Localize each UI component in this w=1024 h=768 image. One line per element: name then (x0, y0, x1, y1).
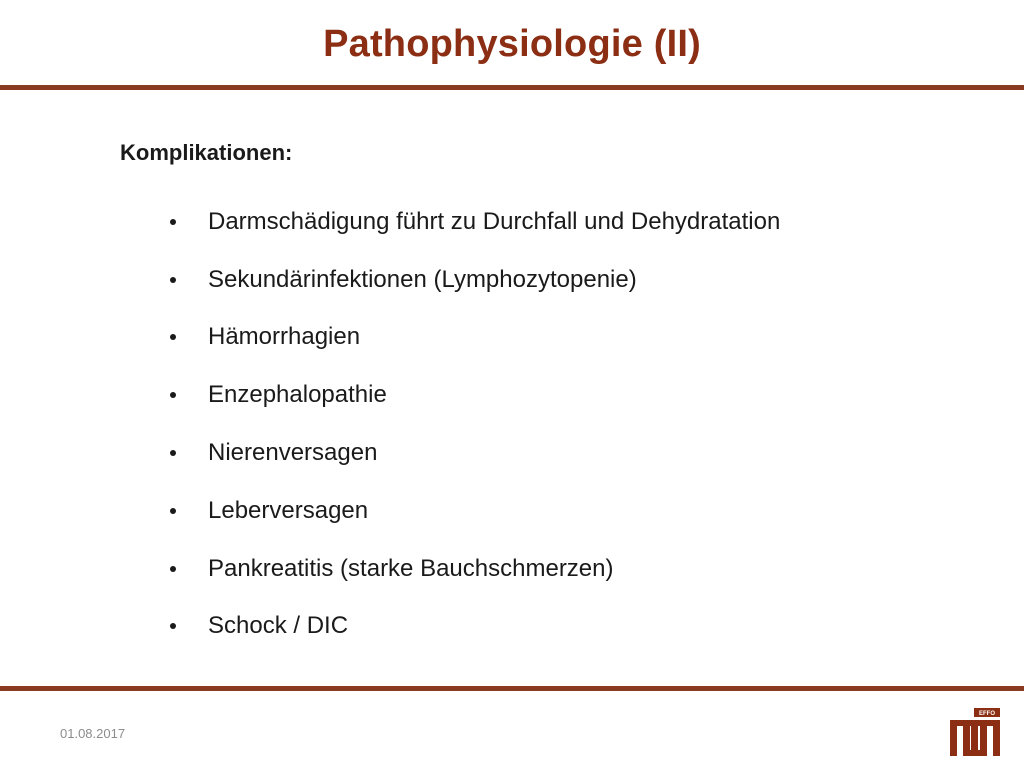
list-item-text: Darmschädigung führt zu Durchfall und Dehydratation (208, 207, 781, 235)
bullet-icon (170, 334, 176, 340)
institution-logo-icon (950, 708, 1002, 756)
list-item-text: Enzephalopathie (208, 381, 387, 409)
list-item (170, 309, 780, 367)
list-item (170, 366, 780, 424)
bullet-icon (170, 508, 176, 514)
bullet-icon (170, 566, 176, 572)
bullet-list (170, 193, 780, 655)
list-item (170, 251, 780, 309)
list-item-text: Pankreatitis (starke Bauchschmerzen) (208, 554, 614, 582)
list-item-text: Hämorrhagien (208, 323, 361, 351)
footer-date: 01.08.2017 (60, 726, 126, 741)
list-item-text: Leberversagen (208, 496, 369, 524)
list-item (170, 193, 780, 251)
list-item-text: Sekundärinfektionen (Lymphozytopenie) (208, 265, 637, 293)
list-item-text: Schock / DIC (208, 612, 349, 640)
bullet-icon (170, 219, 176, 225)
list-item (170, 482, 780, 540)
bullet-icon (170, 623, 176, 629)
bullet-icon (170, 450, 176, 456)
section-heading: Komplikationen: (120, 140, 293, 165)
list-item (170, 424, 780, 482)
slide-title: Pathophysiologie (II) (323, 23, 701, 65)
bullet-icon (170, 392, 176, 398)
list-item (170, 598, 780, 656)
title-divider (0, 85, 1024, 90)
bullet-icon (170, 277, 176, 283)
logo-text: EFFO (979, 711, 995, 717)
footer-divider (0, 686, 1024, 691)
list-item (170, 540, 780, 598)
list-item-text: Nierenversagen (208, 439, 378, 467)
